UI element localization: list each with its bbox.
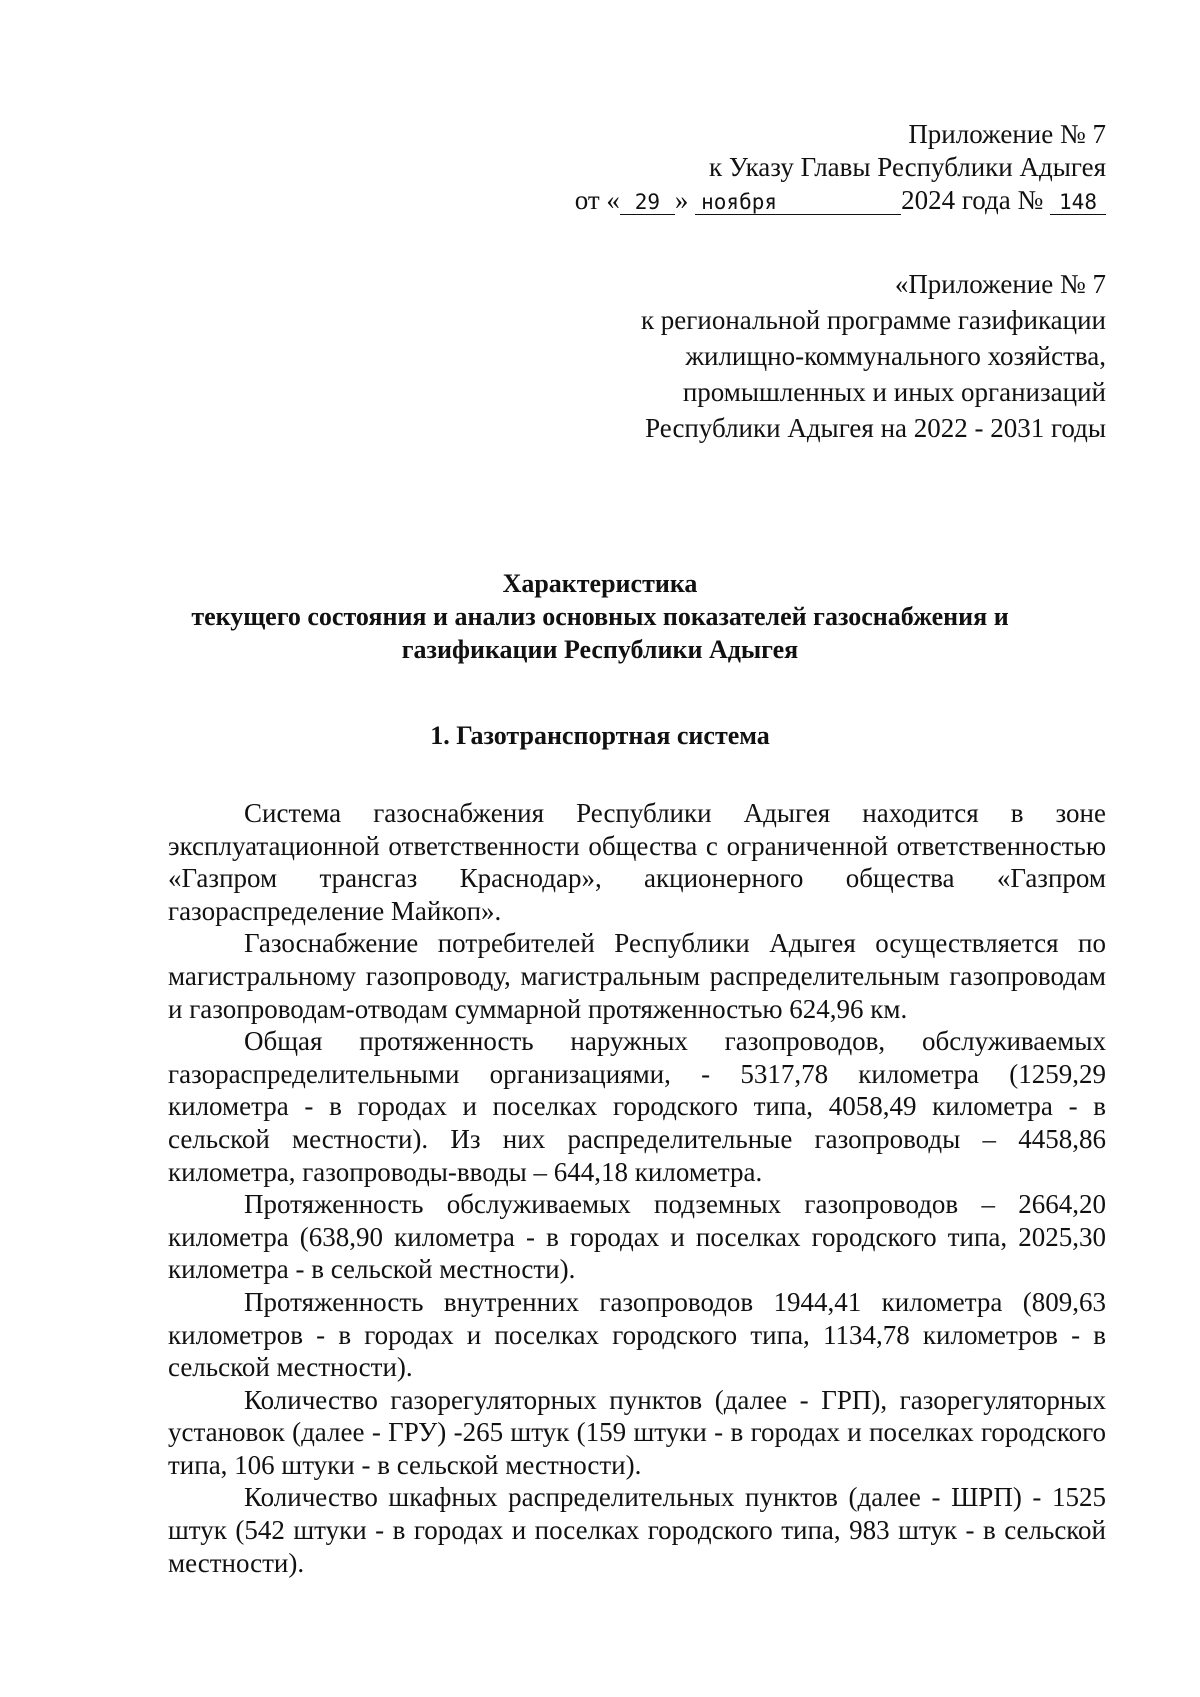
- paragraph: Газоснабжение потребителей Республики Адыгея осуществляется по магистральному газопроводу, магистральным распределительным газопроводам и газопроводам-отводам суммарной протяженностью 624,96 км.: [168, 928, 1106, 1024]
- paragraph: Протяженность обслуживаемых подземных газопроводов – 2664,20 километра (638,90 километра - в городах и поселках городского типа, 2025,30 километра - в сельской местности).: [168, 1189, 1106, 1285]
- paragraph: Система газоснабжения Республики Адыгея находится в зоне эксплуатационной ответственности общества с ограниченной ответственностью «Газпром трансгаз Краснодар», акционерного общества «Газпром газораспределение Майкоп».: [168, 798, 1106, 926]
- annex-number-line: Приложение № 7: [908, 119, 1106, 149]
- date-mid: »: [674, 185, 689, 215]
- date-month-field: ноября: [695, 190, 901, 215]
- program-annex-header: [641, 266, 1106, 446]
- decree-reference-line: к Указу Главы Республики Адыгея: [708, 152, 1106, 182]
- program-annex-line: к региональной программе газификации: [640, 305, 1106, 335]
- order-number-field: 148: [1050, 190, 1106, 215]
- paragraph: Общая протяженность наружных газопроводов, обслуживаемых газораспределительными организациями, - 5317,78 километра (1259,29 километра - в городах и поселках городского типа, 4058,49 километра - в сельской местности). Из них распределительные газопроводы – 4458,86 километра, газопроводы-вводы – 644,18 километра.: [168, 1026, 1106, 1187]
- title-line: газификации Республики Адыгея: [401, 635, 799, 664]
- title-line: Характеристика: [502, 569, 698, 598]
- program-annex-line: промышленных и иных организаций: [682, 377, 1106, 407]
- document-title: [110, 567, 1090, 666]
- program-annex-line: Республики Адыгея на 2022 - 2031 годы: [645, 413, 1106, 443]
- date-day-field: 29: [620, 190, 675, 215]
- date-prefix: от «: [574, 185, 620, 215]
- section-heading: 1. Газотранспортная система: [430, 721, 770, 750]
- title-line: текущего состояния и анализ основных показателей газоснабжения и: [191, 602, 1009, 631]
- decree-date-line: [575, 184, 1106, 217]
- paragraph: Протяженность внутренних газопроводов 1944,41 километра (809,63 километров - в городах и поселках городского типа, 1134,78 километров - в сельской местности).: [168, 1286, 1106, 1383]
- section-body: [168, 797, 1106, 1579]
- paragraph: Количество шкафных распределительных пунктов (далее - ШРП) - 1525 штук (542 штуки - в городах и поселках городского типа, 983 штук - в сельской местности).: [168, 1482, 1106, 1578]
- date-year-text: 2024 года №: [901, 185, 1044, 215]
- paragraph: Количество газорегуляторных пунктов (далее - ГРП), газорегуляторных установок (далее - ГРУ) -265 штук (159 штуки - в городах и поселках городского типа, 106 штуки - в сельской местности).: [168, 1384, 1106, 1480]
- decree-annex-header: [575, 118, 1106, 217]
- program-annex-line: жилищно-коммунального хозяйства,: [685, 341, 1106, 371]
- program-annex-line: «Приложение № 7: [894, 269, 1106, 299]
